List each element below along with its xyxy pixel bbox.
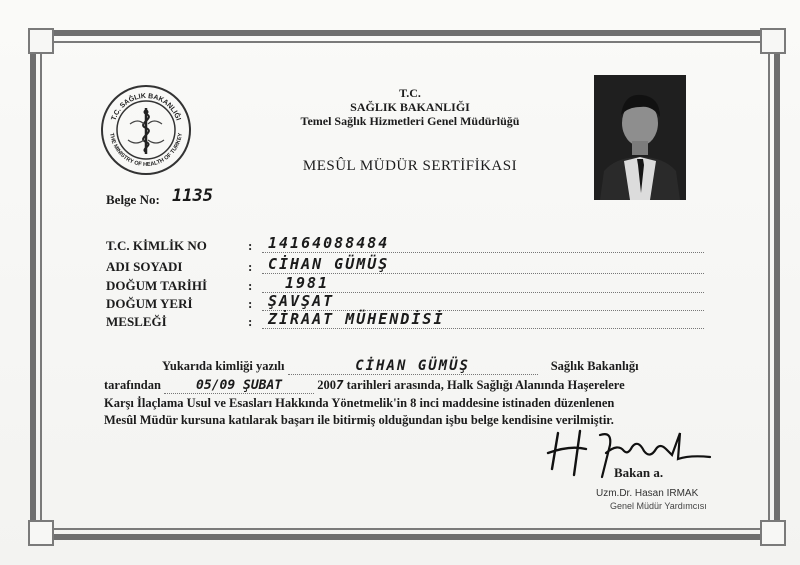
- portrait-photo: [594, 75, 686, 200]
- field-label-profession: MESLEĞİ: [106, 314, 167, 329]
- field-colon: :: [248, 278, 253, 293]
- header-ministry: SAĞLIK BAKANLIĞI: [350, 100, 470, 114]
- field-colon: :: [248, 314, 253, 329]
- corner-ornament: [760, 28, 786, 54]
- field-label-birthplace: DOĞUM YERİ: [106, 296, 193, 311]
- body-line-3-text: Karşı İlaçlama Usul ve Esasları Hakkında Yönetmelik'in 8 inci maddesine istinaden düzenlenen: [104, 396, 615, 410]
- header-tc: T.C.: [399, 86, 421, 100]
- field-colon: :: [248, 296, 253, 311]
- body-rest-line2: tarihleri arasında, Halk Sağlığı Alanında Haşerelere: [346, 378, 625, 392]
- body-year-prefix: 200: [317, 378, 336, 392]
- field-label-name: ADI SOYADI: [106, 259, 183, 274]
- signatory-name: Uzm.Dr. Hasan IRMAK: [596, 488, 699, 499]
- document-no-value: 1135: [172, 186, 213, 206]
- body-year-digit: 7: [335, 377, 344, 392]
- document-no-label: Belge No:: [106, 192, 160, 207]
- signature-role: Bakan a.: [614, 465, 664, 480]
- body-ministry: Sağlık Bakanlığı: [550, 359, 639, 373]
- field-value-birthdate: 1981: [285, 274, 330, 292]
- field-value-profession: ZİRAAT MÜHENDİSİ: [268, 310, 445, 328]
- field-value-name: CİHAN GÜMÜŞ: [268, 255, 390, 273]
- body-by: tarafından: [104, 378, 161, 392]
- emblem-top-text: T.C. SAĞLIK BAKANLIĞI: [110, 92, 182, 122]
- corner-ornament: [28, 28, 54, 54]
- body-line-4-text: Mesûl Müdür kursuna katılarak başarı ile bitirmiş olduğundan işbu belge kendisine verilmiştir.: [104, 413, 614, 427]
- field-colon: :: [248, 238, 253, 253]
- ministry-emblem-icon: [100, 84, 192, 176]
- body-dates: 05/09 ŞUBAT: [164, 378, 314, 394]
- signatory-position: Genel Müdür Yardımcısı: [610, 501, 707, 511]
- field-label-birthdate: DOĞUM TARİHİ: [106, 278, 207, 293]
- corner-ornament: [760, 520, 786, 546]
- emblem-bottom-text: THE MINISTRY OF HEALTH OF TURKEY: [108, 132, 184, 169]
- body-name: CİHAN GÜMÜŞ: [288, 358, 538, 375]
- certificate-title: MESÛL MÜDÜR SERTİFİKASI: [302, 158, 518, 174]
- field-value-id: 14164088484: [268, 234, 390, 252]
- header-department: Temel Sağlık Hizmetleri Genel Müdürlüğü: [300, 114, 520, 128]
- field-label-id: T.C. KİMLİK NO: [106, 238, 207, 253]
- body-intro: Yukarıda kimliği yazılı: [162, 359, 285, 373]
- corner-ornament: [28, 520, 54, 546]
- field-colon: :: [248, 259, 253, 274]
- field-value-birthplace: ŞAVŞAT: [268, 292, 335, 310]
